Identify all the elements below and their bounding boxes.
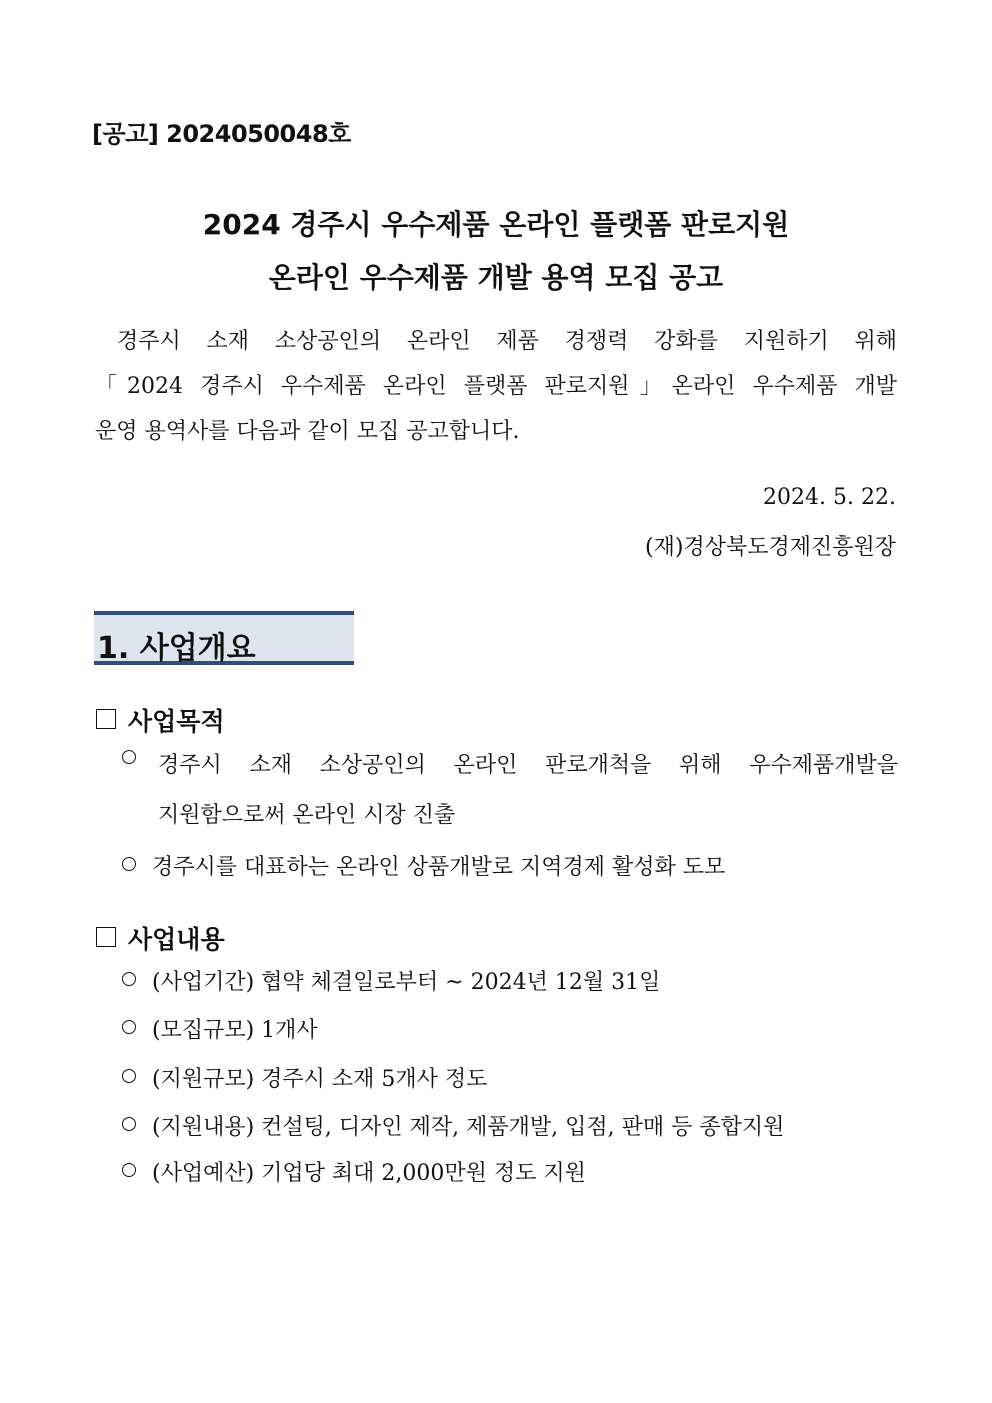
content-item-1: [122, 965, 660, 996]
square-bullet-icon: [96, 709, 116, 729]
intro-line-3: 운영 용역사를 다음과 같이 모집 공고합니다.: [95, 419, 520, 444]
content-item-3: [122, 1062, 487, 1093]
square-bullet-icon: [96, 927, 116, 947]
content-item-4: [122, 1110, 784, 1141]
subheading-purpose: [96, 702, 225, 738]
subheading-purpose-label: 사업목적: [128, 707, 225, 736]
content-item-5: [122, 1156, 586, 1187]
content-item-5-text: (사업예산) 기업당 최대 2,000만원 정도 지원: [152, 1161, 586, 1186]
circle-bullet-icon: [122, 857, 136, 871]
intro-line-1: 경주시 소재 소상공인의 온라인 제품 경쟁력 강화를 지원하기 위해: [117, 329, 897, 354]
circle-bullet-icon: [122, 1020, 136, 1034]
notice-number: [공고] 2024050048호: [92, 120, 351, 148]
circle-bullet-icon: [122, 972, 136, 986]
notice-date: 2024. 5. 22.: [763, 485, 896, 510]
intro-line-2: 「2024 경주시 우수제품 온라인 플랫폼 판로지원」온라인 우수제품 개발: [95, 374, 897, 399]
content-item-2: [122, 1013, 318, 1044]
document-title-line-2: 온라인 우수제품 개발 용역 모집 공고: [268, 261, 724, 294]
section-heading-box: [94, 611, 354, 665]
section-title: 1. 사업개요: [97, 631, 256, 666]
purpose-item-1-line-1: 경주시 소재 소상공인의 온라인 판로개척을 위해 우수제품개발을: [158, 753, 898, 778]
circle-bullet-icon: [122, 1117, 136, 1131]
content-item-1-text: (사업기간) 협약 체결일로부터 ~ 2024년 12월 31일: [152, 970, 661, 995]
circle-bullet-icon: [122, 1069, 136, 1083]
subheading-content: [96, 920, 225, 956]
purpose-item-1: [122, 748, 898, 829]
document-title-line-1: 2024 경주시 우수제품 온라인 플랫폼 판로지원: [202, 208, 790, 241]
issuer-name: (재)경상북도경제진흥원장: [645, 535, 896, 560]
purpose-item-1-line-2: 지원함으로써 온라인 시장 진출: [158, 803, 456, 828]
subheading-content-label: 사업내용: [128, 925, 225, 954]
content-item-2-text: (모집규모) 1개사: [152, 1018, 318, 1043]
circle-bullet-icon: [122, 1163, 136, 1177]
purpose-item-2: [122, 850, 725, 881]
circle-bullet-icon: [122, 750, 136, 764]
content-item-4-text: (지원내용) 컨설팅, 디자인 제작, 제품개발, 입점, 판매 등 종합지원: [152, 1115, 785, 1140]
purpose-item-2-text: 경주시를 대표하는 온라인 상품개발로 지역경제 활성화 도모: [152, 855, 726, 880]
content-item-3-text: (지원규모) 경주시 소재 5개사 정도: [152, 1067, 488, 1092]
